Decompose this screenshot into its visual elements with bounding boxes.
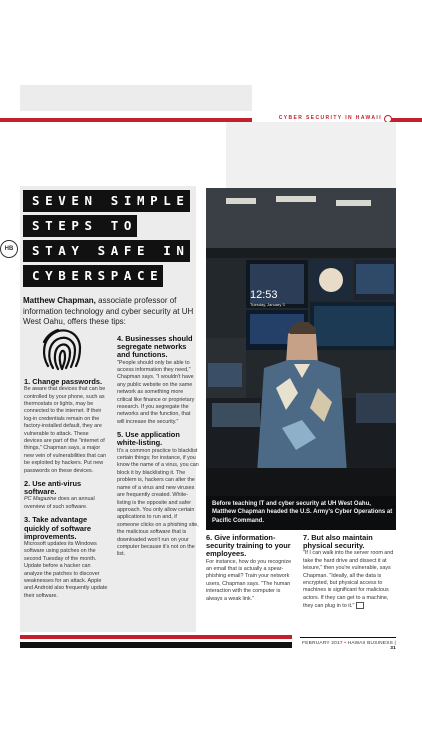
tip-5 [117,431,199,559]
section-label: CYBER SECURITY IN HAWAII [252,113,386,123]
page-number: 31 [390,646,396,651]
tip-1-body: Be aware that devices that can be controlled by your phone, such as thermostats or lights, may be connected to the internet. If their log-in credentials remain on the factory-installed default, they are vulnerable to attack. These devices are part of the "internet of things," Chapman says, a major new vein of vulnerabilities that can be exploited by hackers. Put new passwords on these devices. [24,386,107,474]
tip-7-heading: 7. But also maintain physical security. [303,533,373,551]
column-2 [117,335,199,564]
tip-2 [24,480,108,511]
page-footer [300,641,396,651]
end-of-article-icon [356,602,364,609]
footer-publication: HAWAII BUSINESS [347,641,393,646]
fingerprint-icon [38,326,84,372]
hb-logo-mark: HB [0,240,18,258]
tip-6 [206,534,294,603]
tip-2-heading: 2. Use anti-virus software. [24,479,82,497]
title-line-2: STEPS TO [23,215,137,237]
photo-caption: Before teaching IT and cyber security at UH West Oahu, Matthew Chapman headed the U.S. Army's Cyber Operations at Pacific Command. [206,496,396,531]
column-4 [303,534,395,616]
tip-2-source: PC Magazine [24,496,57,503]
tip-1 [24,378,108,475]
tip-4-heading: 4. Businesses should segregate networks and functions. [117,334,193,360]
tip-4 [117,335,199,426]
tip-7-text: "If I can walk into the server room and take the hard drive and dissect it at leisure," then you're vulnerable, says Chapman. "Ideally, all the data is encrypted, but physical access to machines is significant for malicious actors. If they can get to a machine, they can plug in to it." [303,550,394,610]
tip-3 [24,516,108,600]
title-line-4: CYBERSPACE [23,265,163,287]
screen-clock-time: 12:53 [250,289,278,301]
intro-text: associate professor of information technology and cyber security at UH West Oahu, offers these tips: [23,296,194,326]
tip-6-body: For instance, how do you recognize an email that is actually a spear-phishing email? Train your network users, Chapman says. "The human interaction with the computer is always a weak link." [206,558,292,602]
right-gray-band [226,122,396,190]
footer-rule [300,637,396,638]
footer-divider: | [394,641,396,646]
intro-paragraph [23,296,199,328]
tip-4-body: "People should only be able to access information they need," Chapman says. "I wouldn't have any public website on the same network as something more critical like finance or proprietary research. If you segregate the networks and the function, that will increase the security." [117,359,195,425]
title-line-3: STAY SAFE IN [23,240,190,262]
column-3 [206,534,294,608]
tip-5-body: It's a common practice to blacklist certain things; for instance, if you know the name of a virus, you can block it by blacklisting it. The problem is, hackers can alter the name of a virus and new viruses are frequently created. White-listing is the opposite and safer approach. You only allow certain applications to run and, if someone clicks on a phishing site, the malicious software that is downloaded won't run on your computer because it's not on the list. [117,447,199,558]
bottom-black-rule [20,642,292,648]
title-line-1: SEVEN SIMPLE [23,190,190,212]
tip-7-body [303,550,395,610]
column-1 [24,378,108,605]
tip-3-body: Microsoft updates its Windows software using patches on the second Tuesday of the month. Update before a hacker can analyze the patches to discover weaknesses for an attack. Apple and Android also frequently update their software. [24,540,108,599]
tip-6-heading: 6. Give information-security training to your employees. [206,533,291,559]
tip-2-body [24,496,108,511]
tip-3-heading: 3. Take advantage quickly of software improvements. [24,515,91,541]
bottom-red-rule [20,635,292,639]
photo-illustration [206,188,396,530]
footer-date: FEBRUARY 2017 [302,641,343,646]
tip-5-heading: 5. Use application white-listing. [117,430,180,448]
chapman-photo [206,188,396,530]
screen-clock-date: Tuesday, January 3 [250,302,285,307]
tip-7 [303,534,395,611]
footer-separator: • [344,641,347,646]
tip-1-heading: 1. Change passwords. [24,377,103,386]
tip-2-text: does an annual overview of such software. [24,496,95,510]
top-gray-band [20,85,252,111]
intro-name: Matthew Chapman, [23,296,96,305]
